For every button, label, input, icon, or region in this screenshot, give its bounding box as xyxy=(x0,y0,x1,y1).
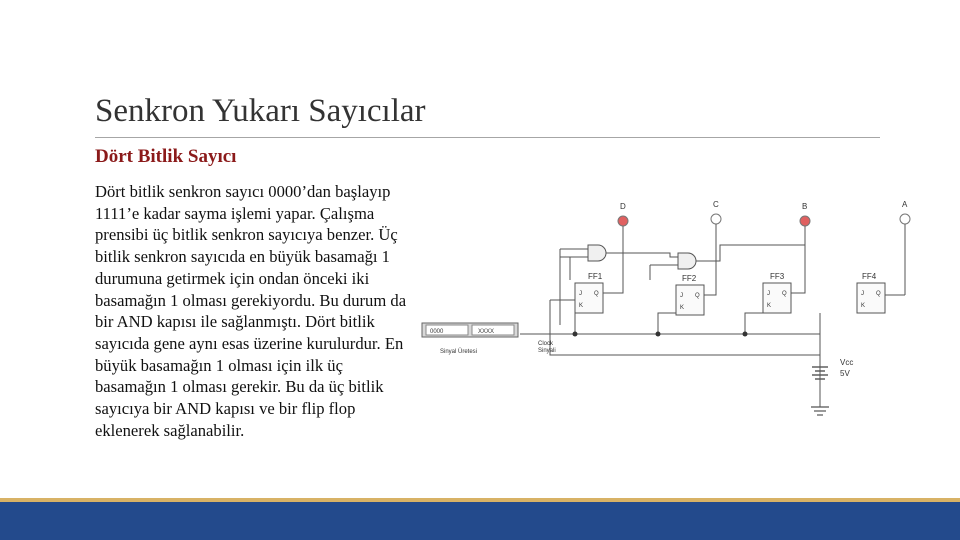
svg-text:K: K xyxy=(861,303,866,309)
led-d xyxy=(618,216,628,226)
output-label-a: A xyxy=(902,200,908,209)
clock-label-2: Sinyali xyxy=(538,348,556,354)
generator-display: 0000 xyxy=(430,329,444,335)
output-label-b: B xyxy=(802,202,808,211)
and-gate-2 xyxy=(678,253,696,269)
ff1-label: FF1 xyxy=(588,272,603,281)
flipflop-4 xyxy=(857,272,885,313)
svg-text:Q: Q xyxy=(594,291,599,297)
title-divider xyxy=(95,137,880,138)
clock-label: Clock xyxy=(538,341,554,347)
flipflop-1 xyxy=(575,272,603,313)
ff3-label: FF3 xyxy=(770,272,785,281)
svg-text:J: J xyxy=(680,293,683,299)
generator-display-2: XXXX xyxy=(478,329,495,335)
signal-generator xyxy=(422,323,518,355)
svg-text:J: J xyxy=(861,291,864,297)
ff2-label: FF2 xyxy=(682,274,697,283)
and-gate-1 xyxy=(588,245,606,261)
output-label-c: C xyxy=(713,200,719,209)
body-paragraph: Dört bitlik senkron sayıcı 0000’dan başlayıp 1111’e kadar sayma işlemi yapar. Çalışma prensibi üç bitlik senkron sayıcıya benzer. Üç bitlik senkron sayıcıda en büyük basamağı 1 durumuna getirmek için ondan önceki iki basamağın 1 olması gerekiyordu. Bu durum da bir AND kapısı ile sağlanmıştı. Dört bitlik sayıcıda gene aynı esas üzerine kurulurdur. En büyük basamağın 1 olması için ilk üç basamağın 1 olması gerekir. Bu da üç bitlik sayıcıya bir AND kapısı ve bir flip flop eklenerek sağlanabilir. xyxy=(95,182,407,440)
flipflop-2 xyxy=(676,274,704,315)
vcc-value: 5V xyxy=(840,369,850,378)
svg-text:Q: Q xyxy=(782,291,787,297)
slide-subtitle: Dört Bitlik Sayıcı xyxy=(95,146,237,167)
led-c xyxy=(711,214,721,224)
slide-title: Senkron Yukarı Sayıcılar xyxy=(95,93,426,129)
power-supply xyxy=(811,355,853,415)
svg-text:J: J xyxy=(767,291,770,297)
flipflop-3 xyxy=(763,272,791,313)
ff4-label: FF4 xyxy=(862,272,877,281)
led-a xyxy=(900,214,910,224)
svg-text:Q: Q xyxy=(695,293,700,299)
svg-text:Q: Q xyxy=(876,291,881,297)
svg-text:K: K xyxy=(767,303,772,309)
svg-text:J: J xyxy=(579,291,582,297)
svg-text:K: K xyxy=(680,305,685,311)
footer-bar xyxy=(0,502,960,540)
generator-label: Sinyal Üretesi xyxy=(440,349,478,355)
led-b xyxy=(800,216,810,226)
counter-circuit-diagram xyxy=(420,185,920,435)
svg-text:K: K xyxy=(579,303,584,309)
vcc-label: Vcc xyxy=(840,358,854,367)
output-label-d: D xyxy=(620,202,626,211)
